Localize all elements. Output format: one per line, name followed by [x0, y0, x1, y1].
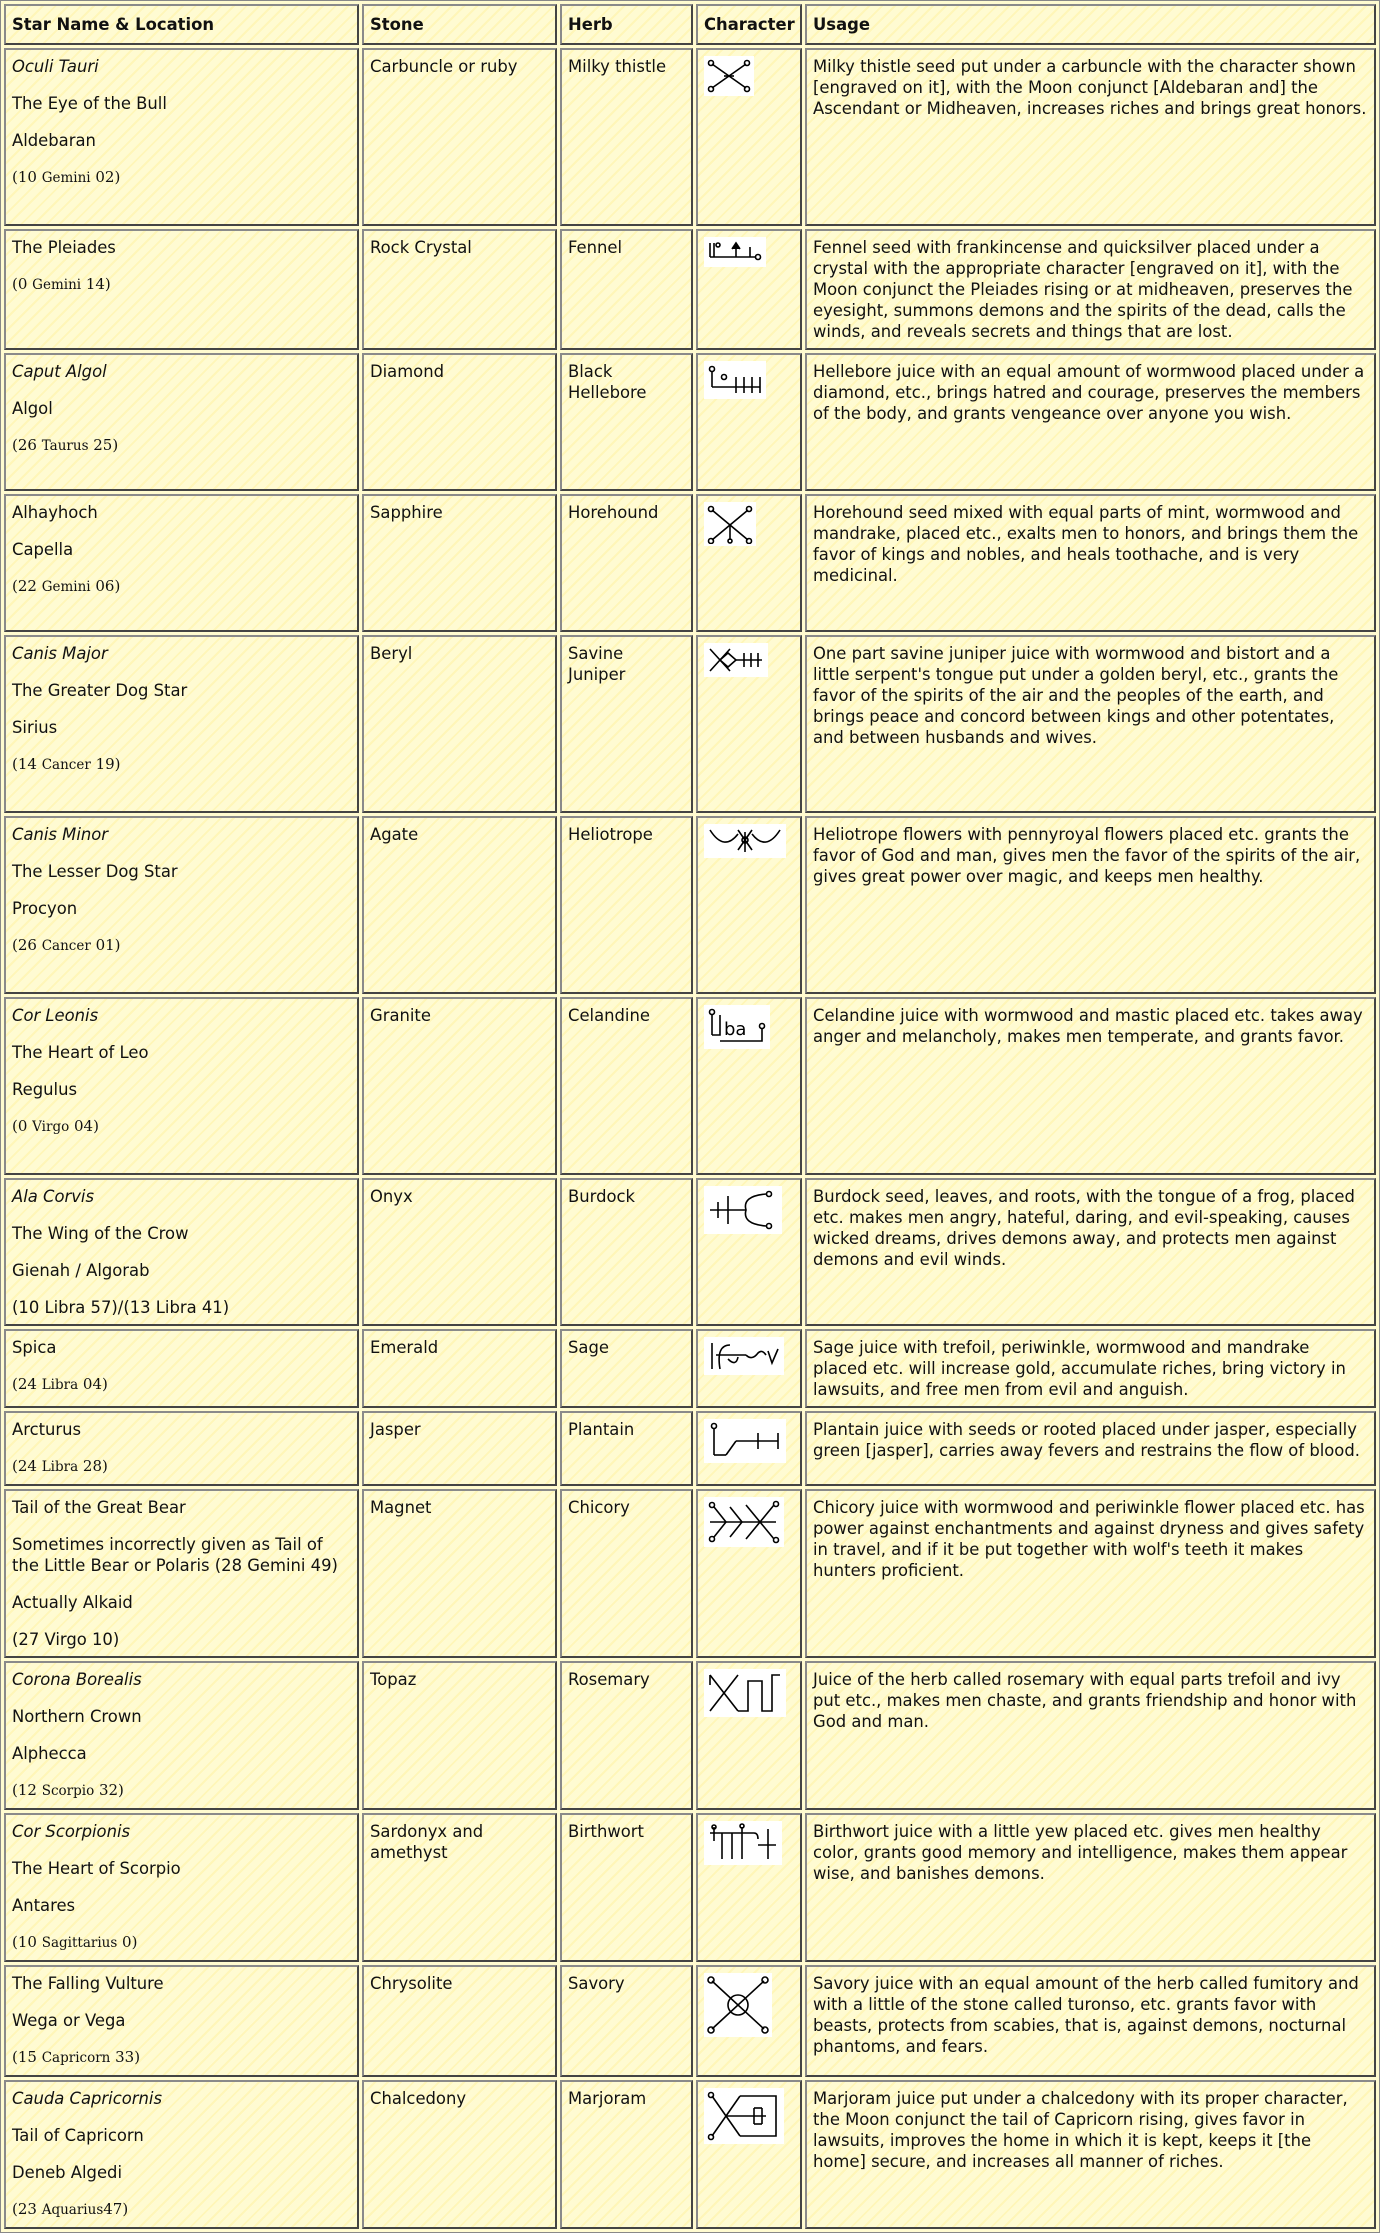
algol-sigil-icon: [704, 361, 766, 399]
star-location: (26 Taurus 25): [12, 436, 119, 454]
stone-cell: Carbuncle or ruby: [362, 48, 557, 226]
header-row: [4, 4, 1376, 45]
usage-cell: Hellebore juice with an equal amount of wormwood placed under a diamond, etc., brings hatred and courage, preserves the members of the body, and grants vengeance over anyone you wish.: [805, 353, 1376, 491]
deneb-algedi-sigil-icon: [704, 2088, 784, 2144]
herb-cell: Heliotrope: [560, 816, 693, 994]
star-latin-name: Cor Scorpionis: [12, 1822, 131, 1841]
stone-cell: Chalcedony: [362, 2080, 557, 2229]
star-modern-name: Algol: [12, 399, 53, 418]
usage-cell: Plantain juice with seeds or rooted placed under jasper, especially green [jasper], carries away fevers and restrains the flow of blood.: [805, 1411, 1376, 1486]
herb-cell: Plantain: [560, 1411, 693, 1486]
star-cell: [4, 1965, 359, 2077]
header-star: Star Name & Location: [4, 4, 359, 45]
star-cell: [4, 1178, 359, 1326]
star-modern-name: Alphecca: [12, 1744, 87, 1763]
star-cell: [4, 1661, 359, 1810]
star-cell: [4, 1489, 359, 1658]
star-latin-name: Caput Algol: [12, 362, 107, 381]
star-latin-name: Cauda Capricornis: [12, 2089, 162, 2108]
capella-sigil-icon: [704, 502, 756, 546]
stone-cell: Agate: [362, 816, 557, 994]
alkaid-sigil-icon: [704, 1497, 784, 1547]
header-usage: Usage: [805, 4, 1376, 45]
star-note: Sometimes incorrectly given as Tail of the Little Bear or Polaris (28 Gemini 49): [12, 1535, 338, 1575]
herb-cell: Chicory: [560, 1489, 693, 1658]
star-location: (24 Libra 28): [12, 1457, 108, 1475]
usage-cell: Birthwort juice with a little yew placed etc. gives men healthy color, grants good memory and intelligence, makes them appear wise, and banishes demons.: [805, 1813, 1376, 1962]
character-cell: [696, 2080, 802, 2229]
table-row: [4, 816, 1376, 994]
usage-cell: Marjoram juice put under a chalcedony with its proper character, the Moon conjunct the tail of Capricorn rising, gives favor in lawsuits, improves the home in which it is kept, keeps it [the home] secure, and increases all manner of riches.: [805, 2080, 1376, 2229]
star-english-name: The Greater Dog Star: [12, 681, 188, 700]
star-english-name: Northern Crown: [12, 1707, 142, 1726]
star-modern-name: Deneb Algedi: [12, 2163, 123, 2182]
table-row: [4, 1813, 1376, 1962]
star-latin-name: Oculi Tauri: [12, 57, 99, 76]
svg-text:ba: ba: [724, 1019, 747, 1040]
star-modern-name: Regulus: [12, 1080, 78, 1099]
star-location: (15 Capricorn 33): [12, 2048, 141, 2066]
character-cell: [696, 1813, 802, 1962]
regulus-sigil-icon: [704, 1005, 770, 1049]
character-cell: [696, 1489, 802, 1658]
usage-cell: Burdock seed, leaves, and roots, with the tongue of a frog, placed etc. makes men angry, hateful, daring, and evil-speaking, causes wicked dreams, drives demons away, and protects men against demons and evil winds.: [805, 1178, 1376, 1326]
star-modern-name: Gienah / Algorab: [12, 1261, 150, 1280]
usage-cell: Sage juice with trefoil, periwinkle, wormwood and mandrake placed etc. will increase gold, accumulate riches, bring victory in lawsuits, and free men from evil and anguish.: [805, 1329, 1376, 1408]
character-cell: [696, 48, 802, 226]
star-location: (26 Cancer 01): [12, 936, 121, 954]
star-cell: [4, 1411, 359, 1486]
antares-sigil-icon: [704, 1821, 782, 1865]
star-location: (22 Gemini 06): [12, 577, 121, 595]
star-location: (24 Libra 04): [12, 1375, 108, 1393]
star-modern-name: Wega or Vega: [12, 2011, 126, 2030]
star-cell: [4, 1813, 359, 1962]
table-row: [4, 1489, 1376, 1658]
star-location: (12 Scorpio 32): [12, 1781, 124, 1799]
star-cell: [4, 635, 359, 813]
star-modern-name: Procyon: [12, 899, 78, 918]
star-latin-name: Alhayhoch: [12, 503, 98, 522]
header-character: Character: [696, 4, 802, 45]
character-cell: [696, 816, 802, 994]
character-cell: [696, 635, 802, 813]
star-english-name: Tail of Capricorn: [12, 2126, 144, 2145]
star-location: (23 Aquarius47): [12, 2200, 129, 2218]
usage-cell: Milky thistle seed put under a carbuncle with the character shown [engraved on it], with the Moon conjunct [Aldebaran and] the Ascendant or Midheaven, increases riches and brings great honors.: [805, 48, 1376, 226]
table-row: [4, 1965, 1376, 2077]
usage-cell: Heliotrope flowers with pennyroyal flowers placed etc. grants the favor of God and man, gives men the favor of the spirits of the air, gives great power over magic, and keeps men healthy.: [805, 816, 1376, 994]
character-cell: [696, 1178, 802, 1326]
herb-cell: Marjoram: [560, 2080, 693, 2229]
stone-cell: Sardonyx and amethyst: [362, 1813, 557, 1962]
table-row: [4, 1661, 1376, 1810]
character-cell: [696, 1411, 802, 1486]
star-english-name: The Eye of the Bull: [12, 94, 167, 113]
stone-cell: Emerald: [362, 1329, 557, 1408]
star-location: (0 Gemini 14): [12, 275, 111, 293]
aldebaran-sigil-icon: [704, 56, 754, 96]
star-latin-name: Corona Borealis: [12, 1670, 142, 1689]
spica-sigil-icon: [704, 1337, 784, 1375]
gienah-sigil-icon: [704, 1186, 782, 1234]
arcturus-sigil-icon: [704, 1419, 786, 1463]
star-cell: [4, 353, 359, 491]
star-latin-name: Canis Major: [12, 644, 108, 663]
star-english-name: The Heart of Leo: [12, 1043, 149, 1062]
stone-cell: Jasper: [362, 1411, 557, 1486]
usage-cell: Celandine juice with wormwood and mastic placed etc. takes away anger and melancholy, makes men temperate, and grants favor.: [805, 997, 1376, 1175]
stone-cell: Diamond: [362, 353, 557, 491]
star-latin-name: Ala Corvis: [12, 1187, 95, 1206]
star-cell: [4, 997, 359, 1175]
character-cell: [696, 353, 802, 491]
usage-cell: Savory juice with an equal amount of the herb called fumitory and with a little of the stone called turonso, etc. grants favor with beasts, protects from scabies, that is, against demons, nocturnal phantoms, and fears.: [805, 1965, 1376, 2077]
sirius-sigil-icon: [704, 643, 768, 677]
star-name: Arcturus: [12, 1420, 82, 1439]
procyon-sigil-icon: [704, 824, 786, 858]
table-row: [4, 635, 1376, 813]
character-cell: [696, 229, 802, 350]
character-cell: [696, 1329, 802, 1408]
table-row: [4, 2080, 1376, 2229]
star-modern-name: Actually Alkaid: [12, 1593, 133, 1612]
herb-cell: Milky thistle: [560, 48, 693, 226]
stone-cell: Magnet: [362, 1489, 557, 1658]
star-latin-name: Cor Leonis: [12, 1006, 99, 1025]
header-stone: Stone: [362, 4, 557, 45]
stone-cell: Beryl: [362, 635, 557, 813]
usage-cell: Fennel seed with frankincense and quicksilver placed under a crystal with the appropriate character [engraved on it], with the Moon conjunct the Pleiades rising or at midheaven, preserves the eyesight, summons demons and the spirits of the dead, calls the winds, and reveals secrets and things that are lost.: [805, 229, 1376, 350]
herb-cell: Savory: [560, 1965, 693, 2077]
stone-cell: Topaz: [362, 1661, 557, 1810]
star-cell: [4, 48, 359, 226]
star-english-name: The Lesser Dog Star: [12, 862, 178, 881]
star-latin-name: Canis Minor: [12, 825, 109, 844]
stone-cell: Rock Crystal: [362, 229, 557, 350]
star-cell: [4, 494, 359, 632]
character-cell: [696, 997, 802, 1175]
star-cell: [4, 816, 359, 994]
star-modern-name: Capella: [12, 540, 74, 559]
star-english-name: The Falling Vulture: [12, 1974, 164, 1993]
header-herb: Herb: [560, 4, 693, 45]
star-name: Spica: [12, 1338, 57, 1357]
star-english-name: The Heart of Scorpio: [12, 1859, 181, 1878]
star-modern-name: Antares: [12, 1896, 76, 1915]
pleiades-sigil-icon: [704, 237, 766, 267]
table-row: [4, 494, 1376, 632]
star-location: (27 Virgo 10): [12, 1630, 120, 1649]
herb-cell: Horehound: [560, 494, 693, 632]
star-location: (10 Gemini 02): [12, 168, 121, 186]
usage-cell: Chicory juice with wormwood and periwinkle flower placed etc. has power against enchantments and against dryness and gives safety in travel, and if it be put together with wolf's teeth it makes hunters proficient.: [805, 1489, 1376, 1658]
table-row: [4, 1329, 1376, 1408]
table-row: [4, 1178, 1376, 1326]
herb-cell: Black Hellebore: [560, 353, 693, 491]
herb-cell: Birthwort: [560, 1813, 693, 1962]
stone-cell: Sapphire: [362, 494, 557, 632]
vega-sigil-icon: [704, 1973, 772, 2037]
herb-cell: Sage: [560, 1329, 693, 1408]
herb-cell: Fennel: [560, 229, 693, 350]
star-english-name: The Wing of the Crow: [12, 1224, 189, 1243]
character-cell: [696, 494, 802, 632]
star-modern-name: Sirius: [12, 718, 58, 737]
table-row: [4, 353, 1376, 491]
star-cell: [4, 1329, 359, 1408]
table-row: [4, 229, 1376, 350]
herb-cell: Rosemary: [560, 1661, 693, 1810]
table-row: [4, 997, 1376, 1175]
character-cell: [696, 1661, 802, 1810]
usage-cell: Horehound seed mixed with equal parts of mint, wormwood and mandrake, placed etc., exalts men to honors, and brings them the favor of kings and nobles, and heals toothache, and is very medicinal.: [805, 494, 1376, 632]
herb-cell: Celandine: [560, 997, 693, 1175]
star-modern-name: Aldebaran: [12, 131, 96, 150]
star-location: (10 Libra 57)/(13 Libra 41): [12, 1298, 230, 1317]
star-location: (10 Sagittarius 0): [12, 1933, 138, 1951]
stone-cell: Onyx: [362, 1178, 557, 1326]
table-row: [4, 48, 1376, 226]
star-location: (14 Cancer 19): [12, 755, 121, 773]
stone-cell: Chrysolite: [362, 1965, 557, 2077]
star-cell: [4, 229, 359, 350]
usage-cell: Juice of the herb called rosemary with equal parts trefoil and ivy put etc., makes men chaste, and grants friendship and honor with God and man.: [805, 1661, 1376, 1810]
table-row: [4, 1411, 1376, 1486]
stone-cell: Granite: [362, 997, 557, 1175]
star-location: (0 Virgo 04): [12, 1117, 99, 1135]
character-cell: [696, 1965, 802, 2077]
usage-cell: One part savine juniper juice with wormwood and bistort and a little serpent's tongue put under a golden beryl, etc., grants the favor of the spirits of the air and the peoples of the earth, and brings peace and concord between kings and other potentates, and between husbands and wives.: [805, 635, 1376, 813]
star-cell: [4, 2080, 359, 2229]
alphecca-sigil-icon: [704, 1669, 786, 1717]
star-name: Tail of the Great Bear: [12, 1498, 186, 1517]
star-name: The Pleiades: [12, 238, 116, 257]
herb-cell: Savine Juniper: [560, 635, 693, 813]
herb-cell: Burdock: [560, 1178, 693, 1326]
